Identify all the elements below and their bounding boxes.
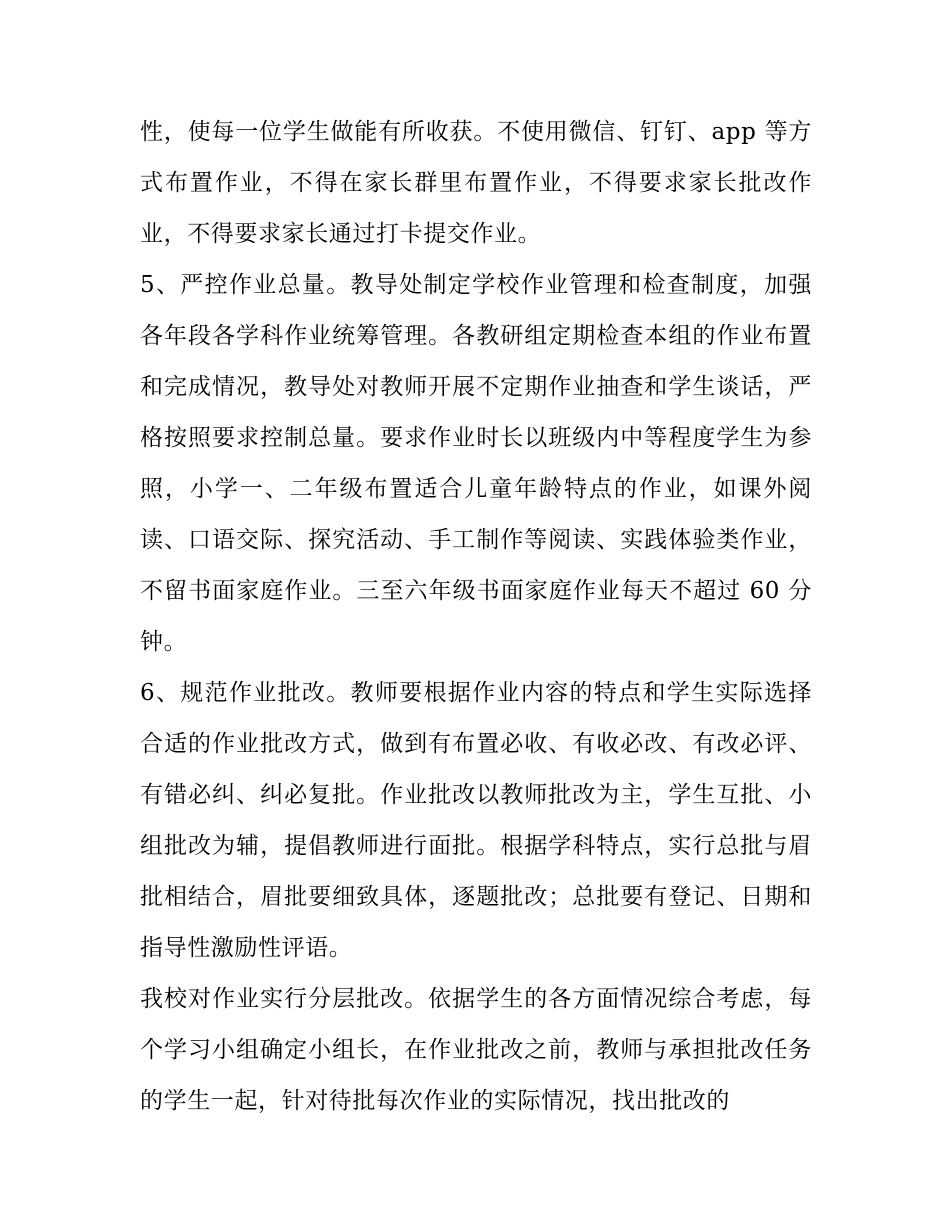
paragraph-homework-methods: 性，使每一位学生做能有所收获。不使用微信、钉钉、app 等方式布置作业，不得在家长群里布置作业，不得要求家长批改作业，不得要求家长通过打卡提交作业。 bbox=[140, 119, 812, 247]
paragraph-homework-quantity: 5、严控作业总量。教导处制定学校作业管理和检查制度，加强各年段各学科作业统筹管理。各教研组定期检查本组的作业布置和完成情况，教导处对教师开展不定期作业抽查和学生谈话，严格按照要求控制总量。要求作业时长以班级内中等程度学生为参照，小学一、二年级布置适合儿童年龄特点的作业，如课外阅读、口语交际、探究活动、手工制作等阅读、实践体验类作业，不留书面家庭作业。三至六年级书面家庭作业每天不超过 60 分钟。 bbox=[140, 272, 812, 655]
paragraph-tiered-correction: 我校对作业实行分层批改。依据学生的各方面情况综合考虑，每个学习小组确定小组长，在作业批改之前，教师与承担批改任务的学生一起，针对待批每次作业的实际情况，找出批改的 bbox=[140, 986, 812, 1114]
document-body bbox=[140, 107, 812, 1127]
paragraph-homework-correction: 6、规范作业批改。教师要根据作业内容的特点和学生实际选择合适的作业批改方式，做到有布置必收、有收必改、有改必评、有错必纠、纠必复批。作业批改以教师批改为主，学生互批、小组批改为辅，提倡教师进行面批。根据学科特点，实行总批与眉批相结合，眉批要细致具体，逐题批改；总批要有登记、日期和指导性激励性评语。 bbox=[140, 680, 812, 961]
